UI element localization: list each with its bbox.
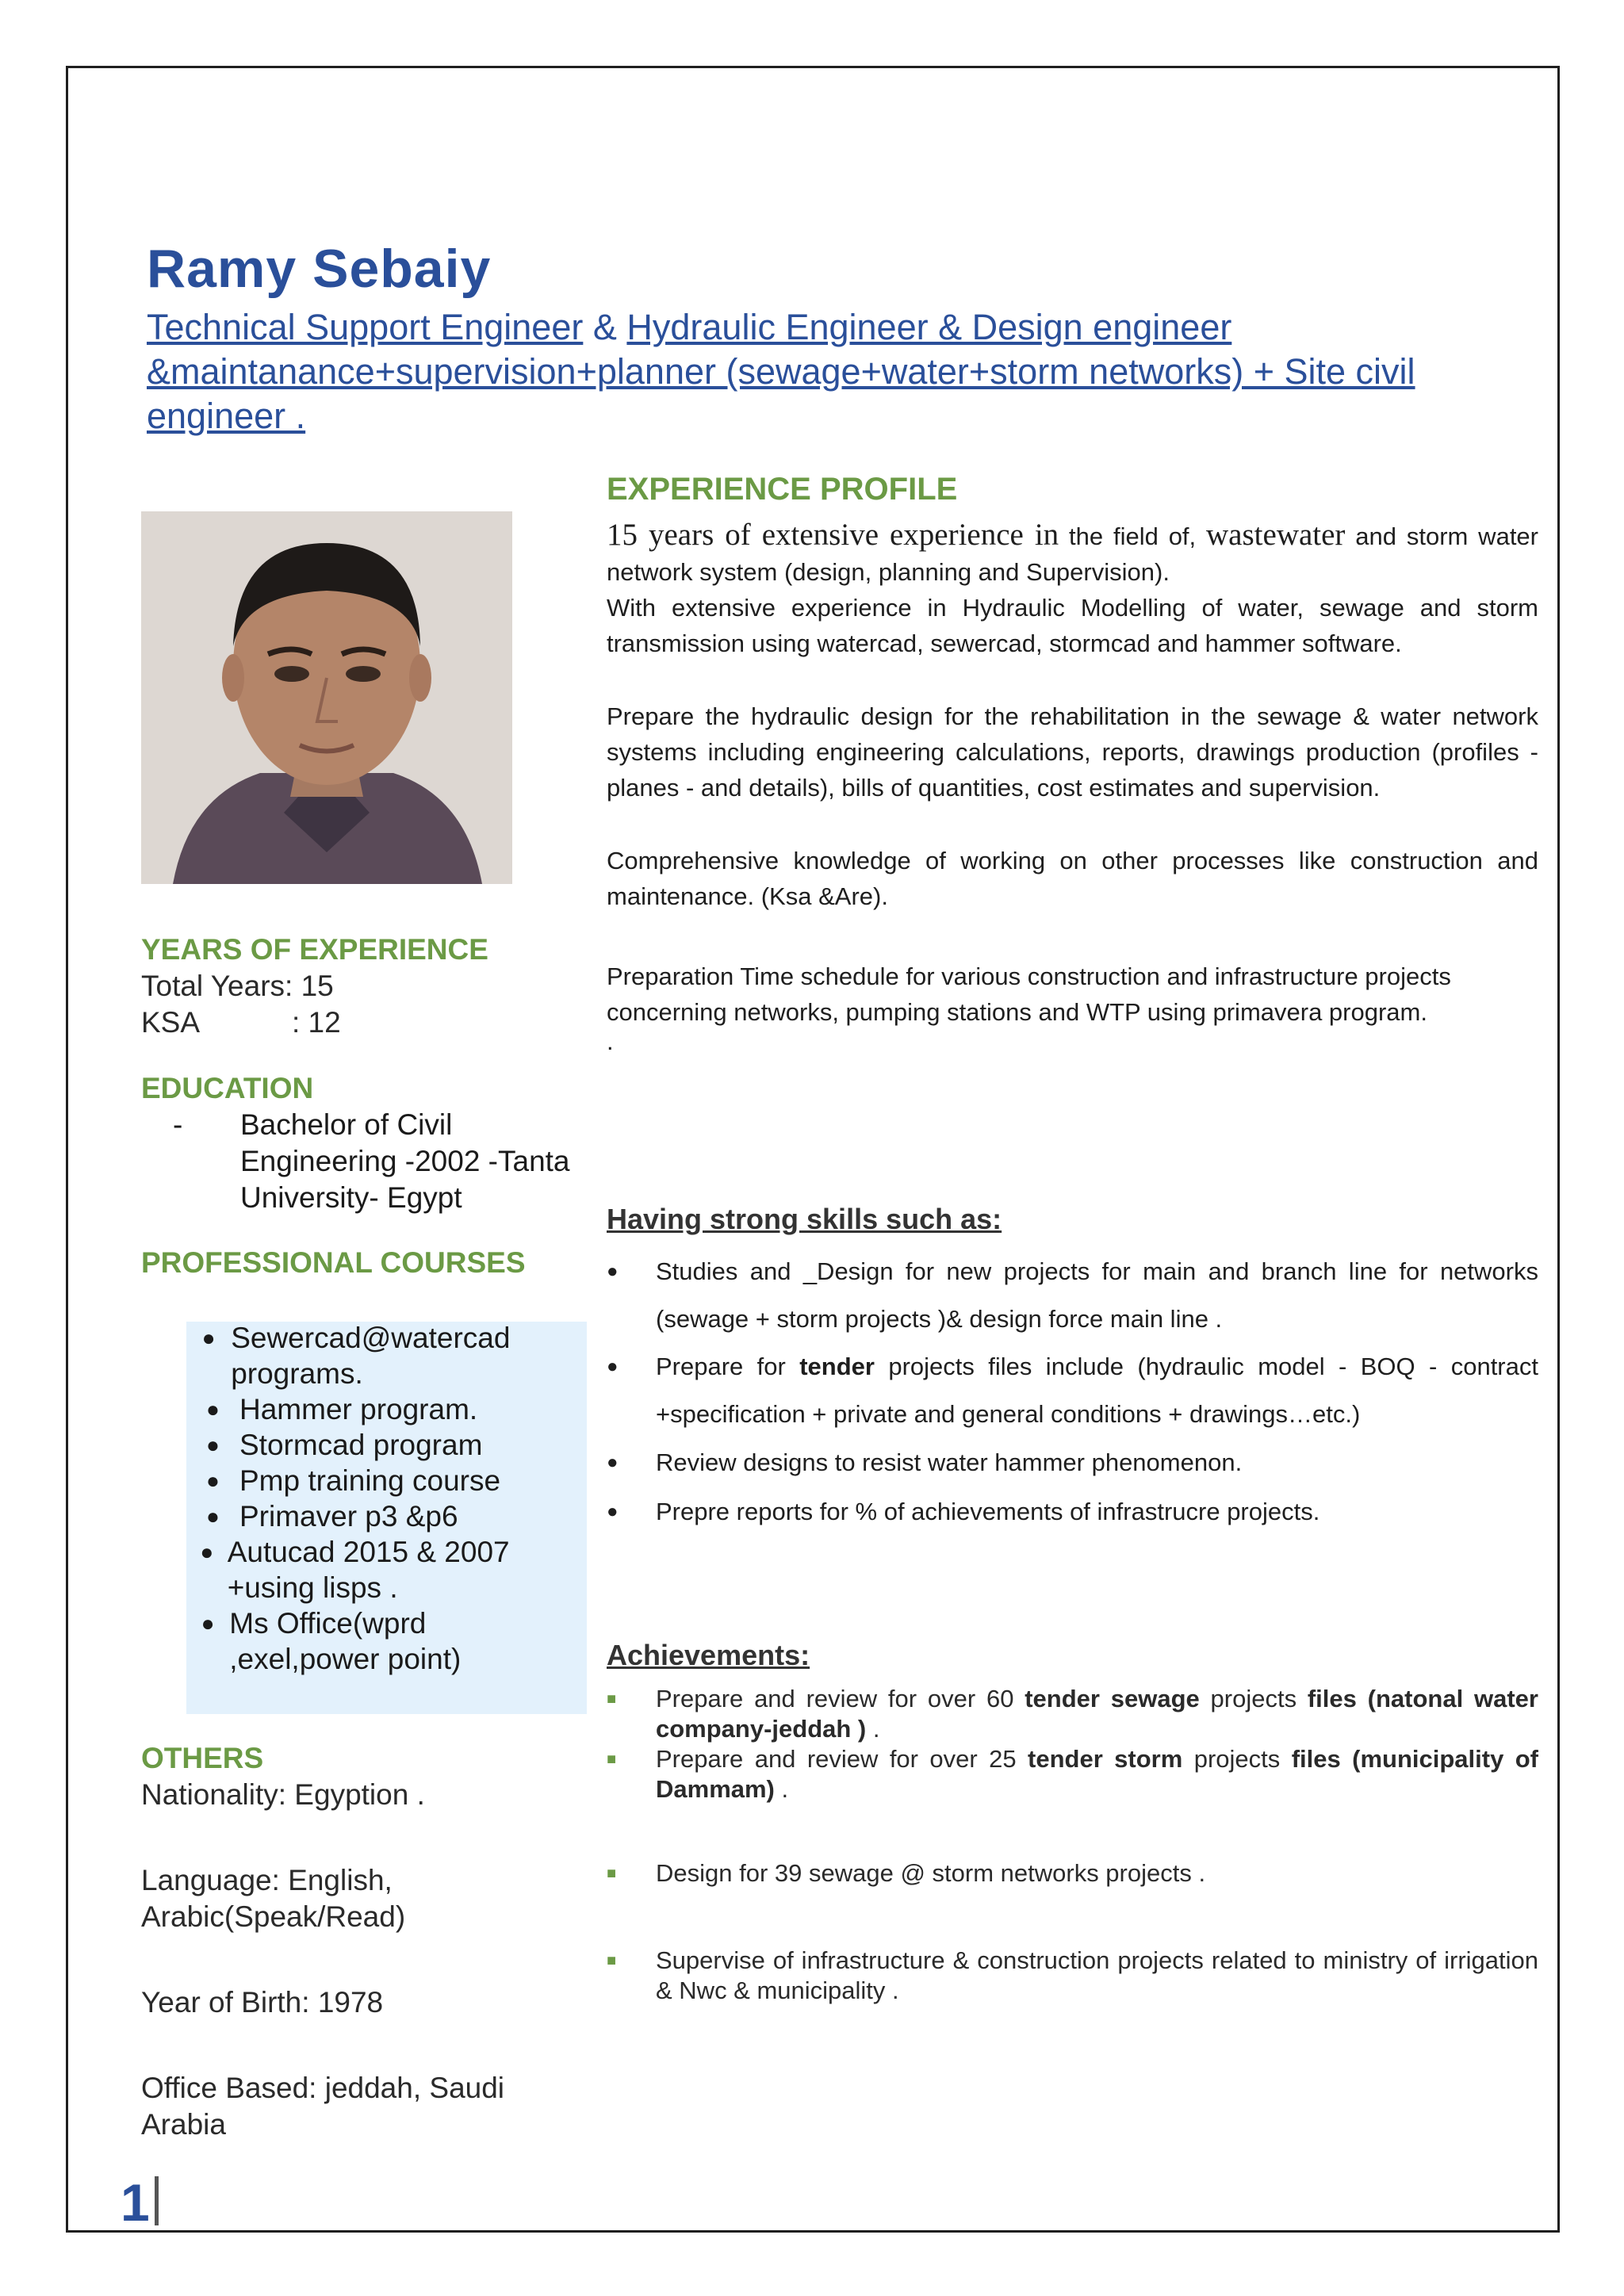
education-dash: - — [173, 1108, 183, 1141]
skill-item — [607, 1343, 1538, 1438]
professional-courses-heading: PROFESSIONAL COURSES — [141, 1246, 526, 1279]
bullet-icon: ● — [206, 1433, 220, 1457]
course-text: Primaver p3 &p6 — [239, 1500, 458, 1533]
bullet-icon: ● — [206, 1397, 220, 1422]
skills-section — [607, 1201, 1538, 1536]
title-part-2: Hydraulic Engineer & Design engineer &maintanance+supervision+planner (sewage+water+storm networks) + Site civil engineer . — [147, 307, 1415, 436]
total-years-label: Total Years — [141, 970, 285, 1002]
nationality: Nationality: Egyption . — [141, 1778, 425, 1811]
course-item — [186, 1498, 583, 1534]
achievement-1-mid: projects — [1199, 1685, 1308, 1712]
course-item — [186, 1320, 583, 1391]
experience-profile-section — [607, 472, 1538, 1054]
course-item — [186, 1463, 583, 1498]
achievement-item — [607, 1858, 1538, 1888]
course-text: Autucad 2015 & 2007 +using lisps . — [227, 1536, 510, 1604]
achievement-text-1 — [656, 1684, 1538, 1744]
achievement-2-pre: Prepare and review for over 25 — [656, 1745, 1028, 1773]
profile-p1-tail: and storm water network system (design, planning and Supervision). — [607, 522, 1538, 586]
skill-2-pre: Prepare for — [656, 1353, 800, 1380]
course-text: Ms Office(wprd ,exel,power point) — [229, 1607, 462, 1675]
square-bullet-icon: ■ — [607, 1865, 617, 1882]
profile-paragraph-3: Prepare the hydraulic design for the rehabilitation in the sewage & water network systems including engineering calculations, reports, drawings production (profiles - planes - and details), bills of quantities, cost estimates and supervision. — [607, 702, 1538, 802]
square-bullet-icon: ■ — [607, 1751, 617, 1768]
candidate-name: Ramy Sebaiy — [147, 239, 492, 299]
achievement-1-bold-1: tender sewage — [1025, 1685, 1200, 1712]
achievement-2-mid: projects — [1182, 1745, 1292, 1773]
education-heading: EDUCATION — [141, 1072, 314, 1104]
ksa-years-row — [141, 1004, 585, 1041]
total-years-row — [141, 968, 585, 1004]
bullet-icon: ● — [607, 1261, 619, 1282]
office-based: Office Based: jeddah, Saudi Arabia — [141, 2072, 505, 2141]
course-item — [186, 1605, 583, 1677]
profile-paragraph-5: Preparation Time schedule for various construction and infrastructure projects concerning networks, pumping stations and WTP using primavera program. — [607, 962, 1451, 1026]
language: Language: English, Arabic(Speak/Read) — [141, 1864, 406, 1933]
skill-2-bold: tender — [799, 1353, 875, 1380]
course-item — [186, 1534, 583, 1605]
course-text: Sewercad@watercad programs. — [231, 1322, 511, 1390]
skill-text-3: Review designs to resist water hammer phenomenon. — [656, 1448, 1243, 1476]
achievement-item — [607, 1946, 1538, 2006]
title-amp: & — [583, 307, 627, 347]
title-part-1: Technical Support Engineer — [147, 307, 584, 347]
job-title — [147, 305, 1534, 438]
others-section — [141, 1740, 538, 2143]
bullet-icon: ● — [200, 1540, 214, 1564]
professional-courses-heading-wrap — [141, 1245, 585, 1281]
course-text: Pmp training course — [239, 1464, 501, 1497]
profile-paragraph-4: Comprehensive knowledge of working on other processes like construction and maintenance. (Ksa &Are). — [607, 847, 1538, 910]
profile-paragraph-2: With extensive experience in Hydraulic Modelling of water, sewage and storm transmission using watercad, sewercad, stormcad and hammer software. — [607, 594, 1538, 657]
bullet-icon: ● — [607, 1356, 619, 1377]
ksa-label: KSA — [141, 1006, 201, 1039]
years-of-experience-section — [141, 932, 585, 1041]
bullet-icon: ● — [201, 1611, 215, 1636]
profile-photo — [141, 511, 512, 884]
profile-p1-rest: the field of, — [1059, 522, 1207, 550]
skill-item — [607, 1487, 1538, 1536]
achievement-text-3: Design for 39 sewage @ storm networks projects . — [656, 1859, 1206, 1887]
achievement-item — [607, 1684, 1538, 1744]
bullet-icon: ● — [206, 1468, 220, 1493]
bullet-icon: ● — [607, 1501, 619, 1522]
education-line-1: Bachelor of Civil — [240, 1108, 453, 1141]
skill-2-post: projects files include (hydraulic model - BOQ - contract +specification + private and general conditions + drawings…etc.) — [656, 1353, 1538, 1428]
experience-profile-heading: EXPERIENCE PROFILE — [607, 472, 958, 507]
bullet-icon: ● — [206, 1504, 220, 1529]
profile-wastewater: wastewater — [1206, 518, 1346, 552]
bullet-icon: ● — [607, 1452, 619, 1473]
total-years-value: : 15 — [285, 970, 334, 1002]
skill-text-1: Studies and _Design for new projects for main and branch line for networks (sewage + storm projects )& design force main line . — [656, 1257, 1538, 1333]
achievement-2-post: . — [774, 1775, 789, 1803]
skill-item — [607, 1438, 1538, 1487]
skill-text-2 — [656, 1343, 1538, 1438]
education-item — [141, 1107, 585, 1216]
achievement-2-bold-2: files (municipality of Dammam) — [656, 1745, 1538, 1803]
achievement-1-bold-2: files (natonal water company-jeddah ) — [656, 1685, 1538, 1743]
others-heading: OTHERS — [141, 1742, 264, 1774]
skill-item — [607, 1248, 1538, 1343]
achievement-item — [607, 1744, 1538, 1804]
skills-heading: Having strong skills such as: — [607, 1203, 1002, 1235]
page-number — [121, 2172, 159, 2233]
course-item — [186, 1391, 583, 1427]
skill-text-4: Prepre reports for % of achievements of infrastrucre projects. — [656, 1498, 1320, 1525]
achievement-text-4: Supervise of infrastructure & construction projects related to ministry of irrigation & Nwc & municipality . — [656, 1946, 1538, 2004]
achievements-section — [607, 1637, 1538, 2006]
years-of-experience-heading: YEARS OF EXPERIENCE — [141, 933, 488, 966]
course-text: Stormcad program — [239, 1429, 483, 1461]
education-section — [141, 1070, 585, 1216]
course-item — [186, 1427, 583, 1463]
profile-lead: 15 years of extensive experience in — [607, 518, 1059, 552]
profile-dot: . — [607, 1027, 614, 1055]
page-number-value: 1 — [121, 2173, 150, 2232]
achievement-2-bold-1: tender storm — [1028, 1745, 1183, 1773]
education-line-2: Engineering -2002 -Tanta — [240, 1145, 570, 1177]
education-line-3: University- Egypt — [240, 1181, 462, 1214]
achievement-1-pre: Prepare and review for over 60 — [656, 1685, 1025, 1712]
achievement-1-post: . — [866, 1715, 880, 1743]
achievement-text-2 — [656, 1744, 1538, 1804]
course-list — [186, 1320, 583, 1677]
bullet-icon: ● — [201, 1326, 216, 1350]
page-number-bar — [155, 2176, 159, 2225]
ksa-value: : 12 — [292, 1006, 341, 1039]
square-bullet-icon: ■ — [607, 1690, 617, 1708]
achievements-heading: Achievements: — [607, 1639, 810, 1671]
profile-paragraph-1 — [607, 517, 1538, 590]
course-text: Hammer program. — [239, 1393, 478, 1425]
year-of-birth: Year of Birth: 1978 — [141, 1986, 384, 2019]
courses-highlight-tail — [236, 1681, 587, 1714]
square-bullet-icon: ■ — [607, 1952, 617, 1969]
